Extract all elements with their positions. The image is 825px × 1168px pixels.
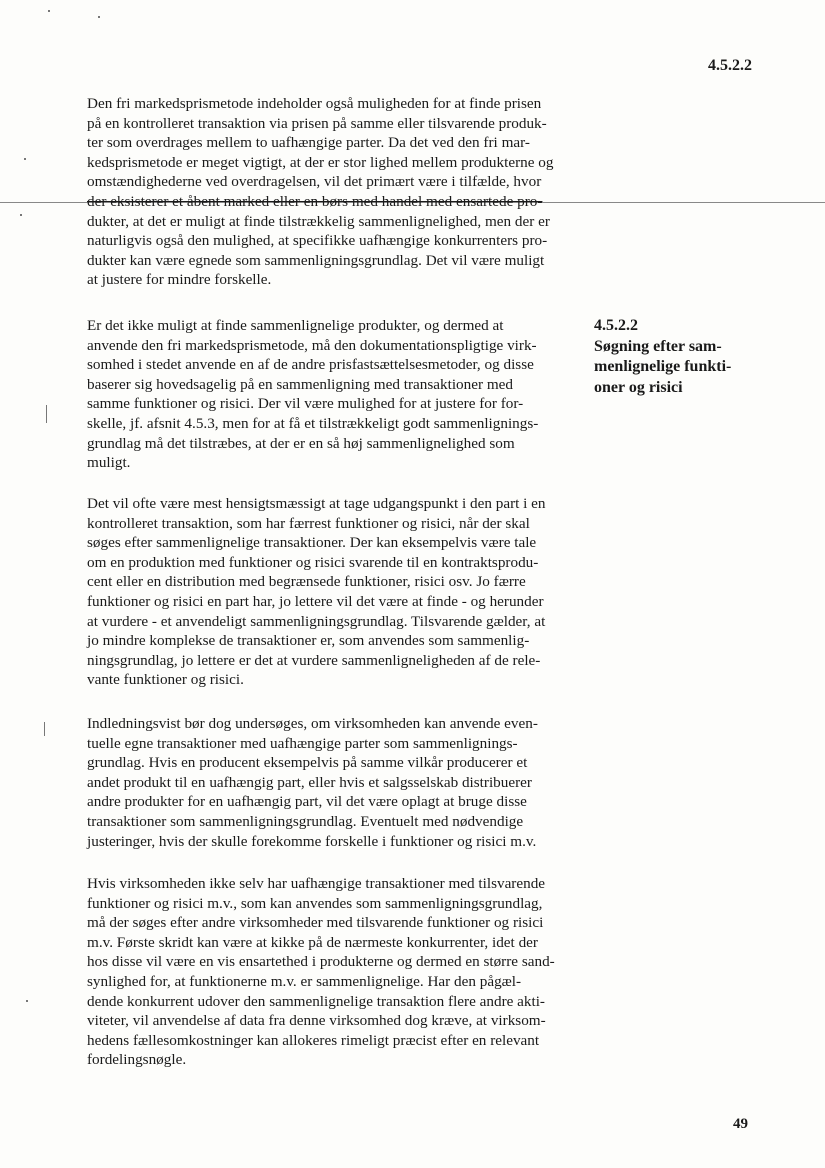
text-line: på en kontrolleret transaktion via prisen på samme eller tilsvarende produk- — [87, 114, 547, 132]
text-line: Den fri markedsprismetode indeholder også muligheden for at finde prisen — [87, 95, 542, 112]
paragraph-3 — [87, 494, 575, 690]
text-line: samme funktioner og risici. Der vil være mulighed for at justere for for- — [87, 395, 524, 413]
struck-text-line: der eksisterer et åbent marked eller en børs med handel med ensartede pro- — [87, 192, 543, 210]
text-line: hos disse vil være en vis ensartethed i produkterne og dermed en større sand- — [87, 953, 555, 971]
text-line: andre produkter for en uafhængig part, vil det være oplagt at bruge disse — [87, 793, 527, 811]
text-line: dukter, at det er muligt at finde tilstrækkelig sammenlignelighed, men der er — [87, 212, 550, 230]
text-line: Det vil ofte være mest hensigtsmæssigt at tage udgangspunkt i den part i en — [87, 495, 546, 512]
text-line: dende konkurrent udover den sammenlignelige transaktion flere andre akti- — [87, 992, 545, 1010]
text-line: vante funktioner og risici. — [87, 671, 244, 689]
text-line: må der søges efter andre virksomheder med tilsvarende funktioner og risici — [87, 914, 544, 932]
text-line: transaktioner som sammenligningsgrundlag. Eventuelt med nødvendige — [87, 812, 524, 830]
text-line: m.v. Første skridt kan være at kikke på de nærmeste konkurrenter, idet der — [87, 933, 538, 951]
text-line: ningsgrundlag, jo lettere er det at vurdere sammenligneligheden af de rele- — [87, 651, 541, 669]
text-line: fordelingsnøgle. — [87, 1051, 187, 1069]
text-line: Er det ikke muligt at finde sammenlignelige produkter, og dermed at — [87, 317, 504, 334]
text-line: ter som overdrages mellem to uafhængige parter. Da det ved den fri mar- — [87, 134, 530, 152]
margin-heading-title-line: Søgning efter sam- — [594, 337, 722, 355]
scan-speck — [98, 16, 100, 18]
text-line: funktioner og risici m.v., som kan anvendes som sammenligningsgrundlag, — [87, 894, 543, 912]
text-line: hedens fællesomkostninger kan allokeres rimeligt præcist efter en relevant — [87, 1031, 540, 1049]
text-line: om en produktion med funktioner og risici svarende til en kontraktsprodu- — [87, 553, 539, 571]
text-line: skelle, jf. afsnit 4.5.3, men for at få et tilstrækkeligt godt sammenlignings- — [87, 414, 539, 432]
text-line: muligt. — [87, 454, 131, 472]
text-line: Indledningsvist bør dog undersøges, om virksomheden kan anvende even- — [87, 715, 538, 732]
text-line: grundlag. Hvis en producent eksempelvis på samme vilkår producerer et — [87, 754, 528, 772]
text-line: Hvis virksomheden ikke selv har uafhængige transaktioner med tilsvarende — [87, 875, 546, 892]
text-line: synlighed for, at funktionerne m.v. er sammenlignelige. Har den pågæl- — [87, 972, 522, 990]
text-line: søges efter sammenlignelige transaktioner. Der kan eksempelvis være tale — [87, 534, 537, 552]
text-line: andet produkt til en uafhængig part, eller hvis et salgsselskab distribuerer — [87, 773, 532, 791]
margin-heading-number: 4.5.2.2 — [594, 317, 638, 334]
text-line: grundlag må det tilstræbes, at der er en så høj sammenlignelighed som — [87, 434, 515, 452]
section-number-header: 4.5.2.2 — [708, 57, 752, 74]
margin-heading — [594, 316, 784, 398]
scan-speck — [48, 10, 50, 12]
paragraph-5 — [87, 874, 575, 1070]
text-line: jo mindre komplekse de transaktioner er, som anvendes som sammenlig- — [87, 632, 530, 650]
scan-speck — [24, 158, 26, 160]
text-line: cent eller en distribution med begrænsede funktioner, risici osv. Jo færre — [87, 573, 526, 591]
scan-speck — [46, 405, 47, 423]
scan-speck — [26, 1000, 28, 1002]
text-line: at justere for mindre forskelle. — [87, 271, 272, 289]
text-line: omstændighederne ved overdragelsen, vil det primært være i tilfælde, hvor — [87, 173, 542, 191]
scan-speck — [44, 722, 45, 736]
text-line: somhed i stedet anvende en af de andre prisfastsættelsesmetoder, og disse — [87, 356, 534, 374]
paragraph-4 — [87, 714, 575, 851]
text-line: viteter, vil anvendelse af data fra denne virksomhed dog kræve, at virksom- — [87, 1012, 546, 1030]
text-line: dukter kan være egnede som sammenligningsgrundlag. Det vil være muligt — [87, 251, 545, 269]
paragraph-2 — [87, 316, 575, 473]
text-line: funktioner og risici en part har, jo lettere vil det være at finde - og herunder — [87, 592, 544, 610]
text-line: kedsprismetode er meget vigtigt, at der er stor lighed mellem produkterne og — [87, 153, 554, 171]
scan-speck — [20, 214, 22, 216]
page-number: 49 — [733, 1116, 748, 1132]
text-line: kontrolleret transaktion, som har færrest funktioner og risici, når der skal — [87, 514, 530, 532]
text-line: anvende den fri markedsprismetode, må den dokumentationspligtige virk- — [87, 336, 537, 354]
paragraph-1 — [87, 94, 575, 290]
text-line: naturligvis også den mulighed, at specifikke uafhængige konkurrenters pro- — [87, 232, 548, 250]
margin-heading-title-line: oner og risici — [594, 378, 683, 396]
margin-heading-title-line: menlignelige funkti- — [594, 358, 732, 375]
text-line: justeringer, hvis der skulle forekomme forskelle i funktioner og risici m.v. — [87, 832, 537, 850]
text-line: tuelle egne transaktioner med uafhængige parter som sammenlignings- — [87, 734, 518, 752]
text-line: baserer sig hovedsagelig på en sammenligning med transaktioner med — [87, 375, 513, 393]
text-line: at vurdere - et anvendeligt sammenligningsgrundlag. Tilsvarende gælder, at — [87, 612, 546, 630]
